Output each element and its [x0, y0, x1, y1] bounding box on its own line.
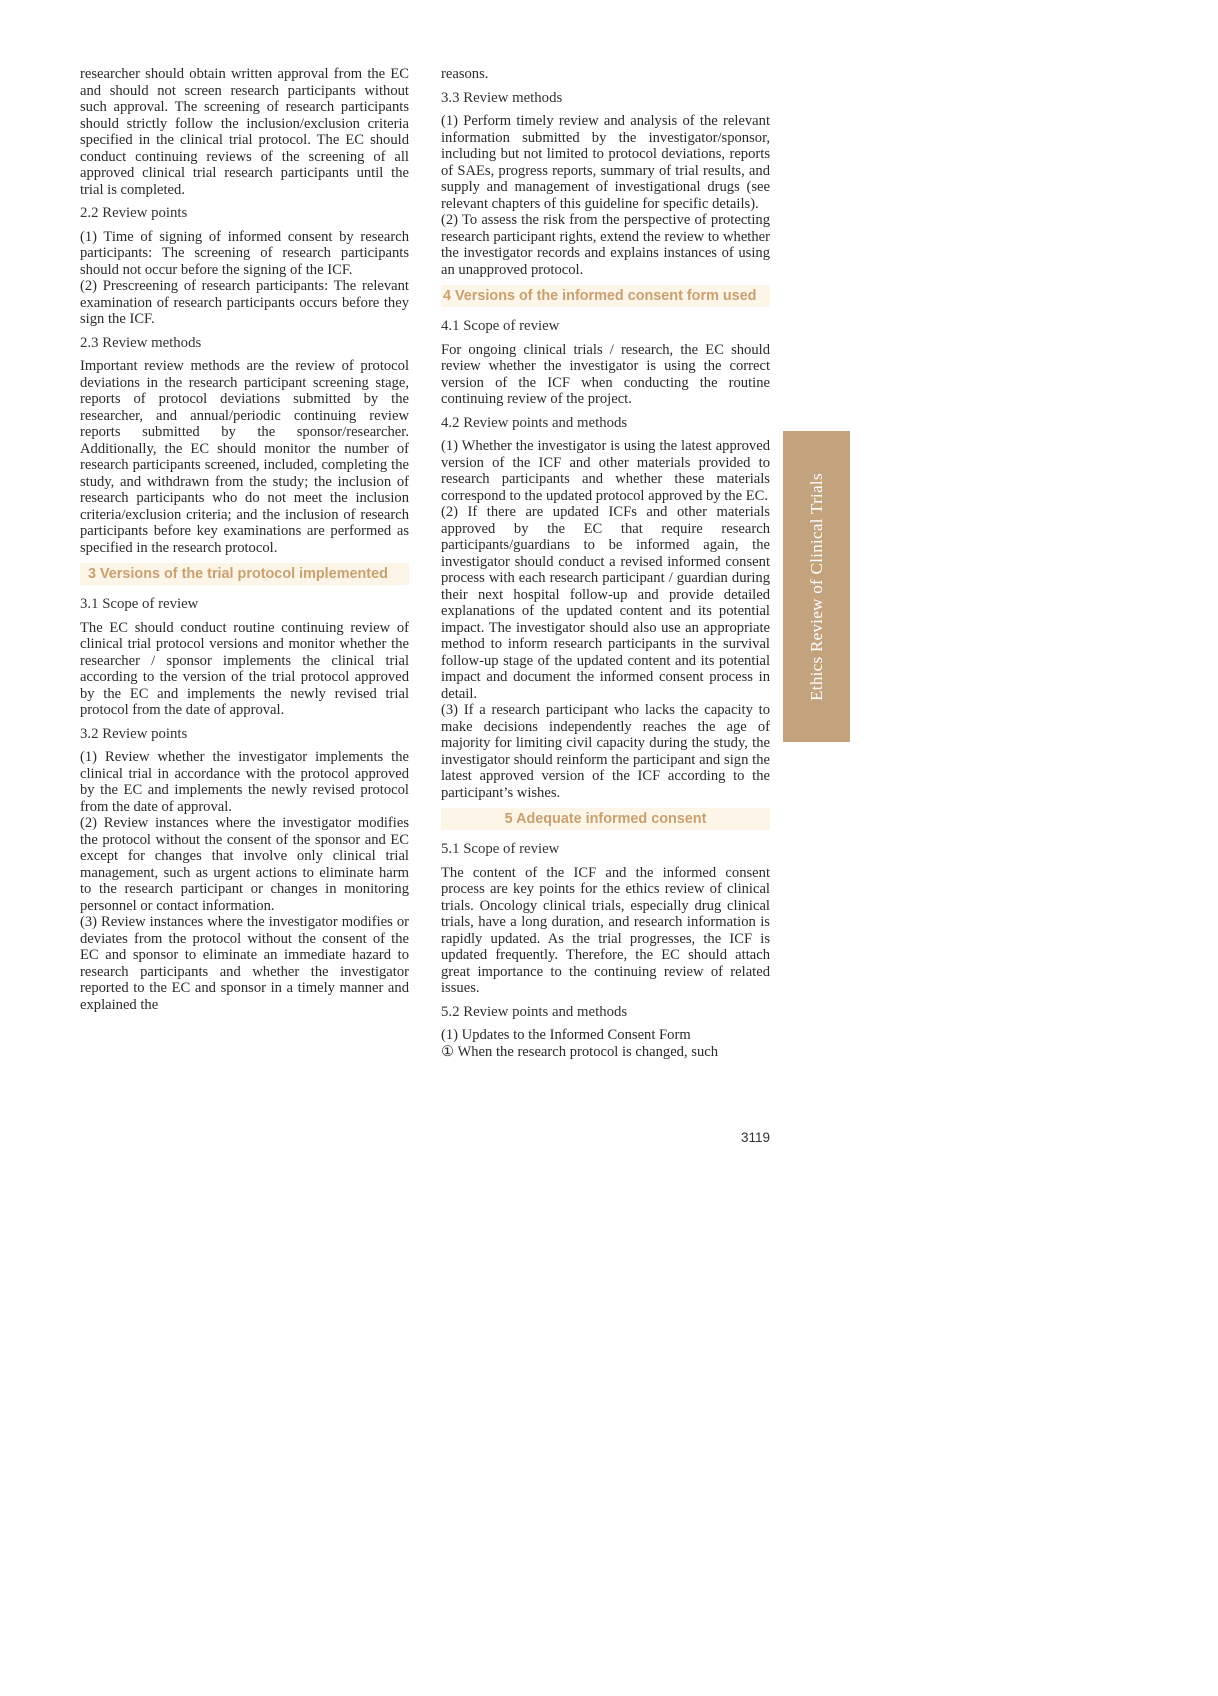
section-heading-5: 5 Adequate informed consent: [441, 808, 770, 830]
subheading-5-2: 5.2 Review points and methods: [441, 1003, 628, 1020]
paragraph: The content of the ICF and the informed consent process are key points for the ethics review of clinical trials. Oncology clinical trials, especially drug clinical trials, have a long duration, and research information is rapidly updated. As the trial progresses, the ICF is updated frequently. Therefore, the EC should attach great importance to the continuing review of related issues.: [441, 864, 770, 996]
section-heading-3: 3 Versions of the trial protocol implemented: [80, 563, 409, 585]
subheading-4-2: 4.2 Review points and methods: [441, 414, 628, 431]
left-column: [80, 66, 409, 1020]
paragraph: researcher should obtain written approval from the EC and should not screen research participants without such approval. The screening of research participants should strictly follow the inclusion/exclusion criteria specified in the clinical trial protocol. The EC should conduct continuing reviews of the screening of all approved clinical trial research participants until the trial is completed.: [80, 66, 409, 198]
paragraph: Important review methods are the review of protocol deviations in the research participant screening stage, reports of protocol deviations submitted by the researcher, and annual/periodic continuing review reports submitted by the sponsor/researcher. Additionally, the EC should monitor the number of research participants screened, included, completing the study, and withdrawn from the study; the inclusion of research participants who do not meet the inclusion criteria/exclusion criteria; and the inclusion of research participants before key examinations are performed as specified in the research protocol.: [80, 358, 409, 556]
subheading-3-3: 3.3 Review methods: [441, 89, 563, 106]
subheading-2-2: 2.2 Review points: [80, 205, 188, 221]
subheading-4-1: 4.1 Scope of review: [441, 318, 560, 334]
side-tab: [783, 431, 850, 742]
paragraph: (3) Review instances where the investigator modifies or deviates from the protocol without the consent of the EC and sponsor to eliminate an immediate hazard to research participants and whether the investigator reported to the EC and sponsor in a timely manner and explained the: [80, 914, 409, 1013]
paragraph: ① When the research protocol is changed, such: [441, 1043, 719, 1060]
paragraph: For ongoing clinical trials / research, the EC should review whether the investigator is using the correct version of the ICF when conducting the routine continuing review of the project.: [441, 341, 770, 407]
subheading-2-3: 2.3 Review methods: [80, 334, 202, 351]
paragraph: The EC should conduct routine continuing review of clinical trial protocol versions and monitor whether the researcher / sponsor implements the clinical trial according to the version of the trial protocol approved by the EC and implements the newly revised trial protocol from the date of approval.: [80, 619, 409, 718]
paragraph: (1) Updates to the Informed Consent Form: [441, 1027, 691, 1043]
paragraph: (1) Review whether the investigator implements the clinical trial in accordance with the protocol approved by the EC and implements the newly revised protocol from the date of approval.: [80, 749, 409, 815]
subheading-5-1: 5.1 Scope of review: [441, 841, 560, 857]
paragraph: (3) If a research participant who lacks the capacity to make decisions independently reaches the age of majority for limiting civil capacity during the study, the investigator should reinform the participant and sign the latest approved version of the ICF according to the participant’s wishes.: [441, 702, 770, 801]
paragraph: (2) If there are updated ICFs and other materials approved by the EC that require research participants/guardians to be informed again, the investigator should conduct a revised informed consent process with each research participant / guardian during their next hospital follow-up and provide detailed explanations of the updated content and its potential impact. The investigator should also use an appropriate method to inform research participants in the survival follow-up stage of the updated content and its potential impact and document the informed consent process in detail.: [441, 504, 770, 702]
subheading-3-1: 3.1 Scope of review: [80, 596, 199, 612]
right-column: [441, 66, 770, 1060]
paragraph: (2) To assess the risk from the perspective of protecting research participant rights, extend the review to whether the investigator records and explains instances of using an unapproved protocol.: [441, 212, 770, 278]
page-number: 3119: [740, 1130, 770, 1145]
section-heading-4: 4 Versions of the informed consent form used: [441, 285, 770, 307]
paragraph: (2) Prescreening of research participants: The relevant examination of research participants occurs before they sign the ICF.: [80, 278, 409, 327]
subheading-3-2: 3.2 Review points: [80, 725, 188, 742]
paragraph: (1) Time of signing of informed consent by research participants: The screening of research participants should not occur before the signing of the ICF.: [80, 228, 409, 278]
paragraph: reasons.: [441, 66, 489, 82]
side-tab-label: Ethics Review of Clinical Trials: [806, 472, 826, 701]
paragraph: (1) Whether the investigator is using the latest approved version of the ICF and other materials provided to research participants and whether these materials correspond to the updated protocol approved by the EC.: [441, 438, 770, 504]
paragraph: (2) Review instances where the investigator modifies the protocol without the consent of the sponsor and EC except for changes that involve only clinical trial management, such as urgent actions to eliminate harm to the research participant or changes in monitoring personnel or contact information.: [80, 815, 409, 914]
paragraph: (1) Perform timely review and analysis of the relevant information submitted by the investigator/sponsor, including but not limited to protocol deviations, reports of SAEs, progress reports, summary of trial results, and supply and management of investigational drugs (see relevant chapters of this guideline for specific details).: [441, 113, 770, 212]
